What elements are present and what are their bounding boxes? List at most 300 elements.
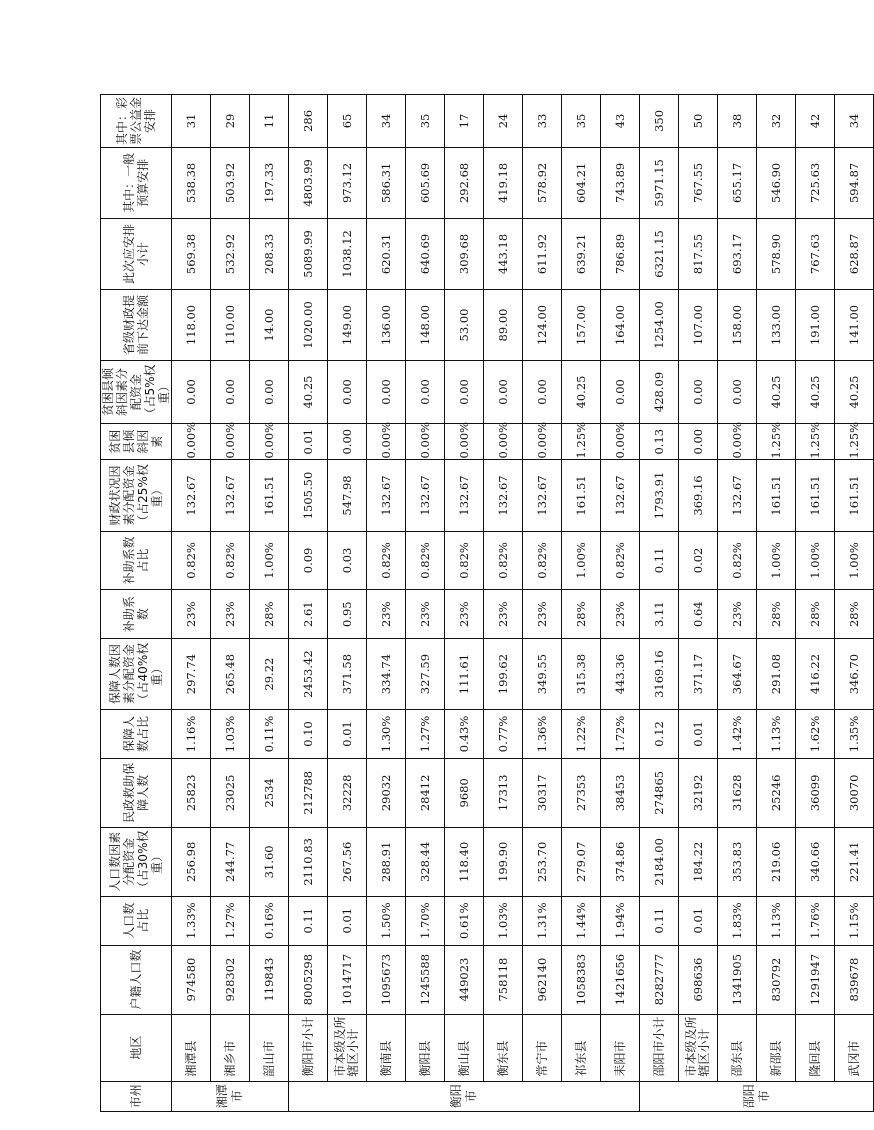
column-header: 财政状况因素分配资金（占25%权重）: [101, 460, 172, 531]
value-cell: 161.51: [757, 460, 796, 531]
value-cell: 132.67: [718, 460, 757, 531]
value-cell: 0.64: [679, 590, 718, 639]
value-cell: 1.03%: [484, 896, 523, 945]
value-cell: 767.63: [796, 218, 835, 289]
value-cell: 1014717: [328, 945, 367, 1014]
value-cell: 1.36%: [523, 710, 562, 759]
value-cell: 0.82%: [406, 531, 445, 590]
value-cell: 2534: [250, 758, 289, 827]
value-cell: 0.00%: [523, 423, 562, 460]
table-row: [211, 95, 250, 1112]
column-header: 贫困县倾斜因素: [101, 423, 172, 460]
value-cell: 0.16%: [250, 896, 289, 945]
value-cell: 118.00: [172, 289, 211, 360]
value-cell: 0.00%: [250, 423, 289, 460]
value-cell: 1.27%: [406, 710, 445, 759]
value-cell: 830792: [757, 945, 796, 1014]
value-cell: 2453.42: [289, 639, 328, 710]
value-cell: 14.00: [250, 289, 289, 360]
value-cell: 38: [718, 95, 757, 148]
value-cell: 132.67: [484, 460, 523, 531]
value-cell: 569.38: [172, 218, 211, 289]
value-cell: 1254.00: [640, 289, 679, 360]
value-cell: 786.89: [601, 218, 640, 289]
value-cell: 1.25%: [757, 423, 796, 460]
value-cell: 279.07: [562, 827, 601, 896]
value-cell: 1.03%: [211, 710, 250, 759]
value-cell: 267.56: [328, 827, 367, 896]
value-cell: 23%: [211, 590, 250, 639]
value-cell: 5089.99: [289, 218, 328, 289]
value-cell: 0.00%: [211, 423, 250, 460]
value-cell: 578.92: [523, 147, 562, 218]
value-cell: 419.18: [484, 147, 523, 218]
value-cell: 1505.50: [289, 460, 328, 531]
column-header: 人口数因素分配资金（占30%权重）: [101, 827, 172, 896]
region-cell: 邵阳市小计: [640, 1014, 679, 1081]
value-cell: 640.69: [406, 218, 445, 289]
value-cell: 33: [523, 95, 562, 148]
value-cell: 9680: [445, 758, 484, 827]
value-cell: 1341905: [718, 945, 757, 1014]
value-cell: 327.59: [406, 639, 445, 710]
value-cell: 286: [289, 95, 328, 148]
value-cell: 0.00%: [445, 423, 484, 460]
value-cell: 0.00: [328, 423, 367, 460]
value-cell: 0.13: [640, 423, 679, 460]
value-cell: 132.67: [406, 460, 445, 531]
value-cell: 328.44: [406, 827, 445, 896]
value-cell: 23%: [484, 590, 523, 639]
value-cell: 309.68: [445, 218, 484, 289]
value-cell: 1.00%: [835, 531, 874, 590]
value-cell: 17: [445, 95, 484, 148]
value-cell: 1.27%: [211, 896, 250, 945]
value-cell: 1.00%: [250, 531, 289, 590]
value-cell: 1.83%: [718, 896, 757, 945]
region-cell: 衡南县: [367, 1014, 406, 1081]
value-cell: 4803.99: [289, 147, 328, 218]
value-cell: 158.00: [718, 289, 757, 360]
column-header: 地区: [101, 1014, 172, 1081]
table-row: [328, 95, 367, 1112]
value-cell: 297.74: [172, 639, 211, 710]
value-cell: 132.67: [211, 460, 250, 531]
value-cell: 594.87: [835, 147, 874, 218]
value-cell: 0.82%: [601, 531, 640, 590]
value-cell: 0.00: [172, 361, 211, 424]
value-cell: 1291947: [796, 945, 835, 1014]
value-cell: 133.00: [757, 289, 796, 360]
value-cell: 0.02: [679, 531, 718, 590]
value-cell: 2184.00: [640, 827, 679, 896]
value-cell: 292.68: [445, 147, 484, 218]
value-cell: 416.22: [796, 639, 835, 710]
value-cell: 256.98: [172, 827, 211, 896]
value-cell: 29032: [367, 758, 406, 827]
value-cell: 2.61: [289, 590, 328, 639]
value-cell: 274865: [640, 758, 679, 827]
value-cell: 0.03: [328, 531, 367, 590]
value-cell: 350: [640, 95, 679, 148]
value-cell: 0.82%: [484, 531, 523, 590]
value-cell: 28%: [835, 590, 874, 639]
value-cell: 0.82%: [211, 531, 250, 590]
value-cell: 443.36: [601, 639, 640, 710]
value-cell: 199.62: [484, 639, 523, 710]
value-cell: 124.00: [523, 289, 562, 360]
value-cell: 334.74: [367, 639, 406, 710]
value-cell: 1020.00: [289, 289, 328, 360]
region-cell: 耒阳市: [601, 1014, 640, 1081]
value-cell: 369.16: [679, 460, 718, 531]
value-cell: 0.01: [289, 423, 328, 460]
value-cell: 0.82%: [718, 531, 757, 590]
table-row: [640, 95, 679, 1112]
region-cell: 隆回县: [796, 1014, 835, 1081]
value-cell: 34: [367, 95, 406, 148]
value-cell: 0.00: [601, 361, 640, 424]
value-cell: 1.22%: [562, 710, 601, 759]
value-cell: 17313: [484, 758, 523, 827]
value-cell: 34: [835, 95, 874, 148]
value-cell: 23%: [445, 590, 484, 639]
value-cell: 1.33%: [172, 896, 211, 945]
table-row: [289, 95, 328, 1112]
value-cell: 197.33: [250, 147, 289, 218]
value-cell: 0.01: [679, 896, 718, 945]
value-cell: 111.61: [445, 639, 484, 710]
value-cell: 0.00: [523, 361, 562, 424]
table-row: [484, 95, 523, 1112]
value-cell: 1.76%: [796, 896, 835, 945]
value-cell: 0.77%: [484, 710, 523, 759]
value-cell: 288.91: [367, 827, 406, 896]
region-cell: 衡东县: [484, 1014, 523, 1081]
value-cell: 1.25%: [562, 423, 601, 460]
value-cell: 132.67: [367, 460, 406, 531]
value-cell: 24: [484, 95, 523, 148]
value-cell: 0.00: [445, 361, 484, 424]
value-cell: 1.13%: [757, 710, 796, 759]
value-cell: 0.00: [328, 361, 367, 424]
value-cell: 265.48: [211, 639, 250, 710]
value-cell: 315.38: [562, 639, 601, 710]
column-header: 人口数占比: [101, 896, 172, 945]
column-header: 户籍人口数: [101, 945, 172, 1014]
value-cell: 628.87: [835, 218, 874, 289]
value-cell: 547.98: [328, 460, 367, 531]
value-cell: 0.95: [328, 590, 367, 639]
value-cell: 29: [211, 95, 250, 148]
value-cell: 0.00: [484, 361, 523, 424]
value-cell: 639.21: [562, 218, 601, 289]
value-cell: 28412: [406, 758, 445, 827]
value-cell: 340.66: [796, 827, 835, 896]
value-cell: 31: [172, 95, 211, 148]
value-cell: 184.22: [679, 827, 718, 896]
table-row: [796, 95, 835, 1112]
value-cell: 0.82%: [172, 531, 211, 590]
value-cell: 8282777: [640, 945, 679, 1014]
value-cell: 0.11%: [250, 710, 289, 759]
allocation-table: [100, 94, 874, 1112]
value-cell: 40.25: [562, 361, 601, 424]
region-cell: 武冈市: [835, 1014, 874, 1081]
table-row: [367, 95, 406, 1112]
column-header: 保障人数占比: [101, 710, 172, 759]
value-cell: 0.01: [328, 896, 367, 945]
value-cell: 611.92: [523, 218, 562, 289]
value-cell: 219.06: [757, 827, 796, 896]
value-cell: 817.55: [679, 218, 718, 289]
value-cell: 0.00: [250, 361, 289, 424]
value-cell: 1.30%: [367, 710, 406, 759]
value-cell: 42: [796, 95, 835, 148]
value-cell: 1.00%: [562, 531, 601, 590]
value-cell: 1.00%: [757, 531, 796, 590]
value-cell: 443.18: [484, 218, 523, 289]
value-cell: 1.13%: [757, 896, 796, 945]
value-cell: 43: [601, 95, 640, 148]
region-cell: 常宁市: [523, 1014, 562, 1081]
value-cell: 1.94%: [601, 896, 640, 945]
value-cell: 38453: [601, 758, 640, 827]
value-cell: 208.33: [250, 218, 289, 289]
value-cell: 928302: [211, 945, 250, 1014]
value-cell: 27353: [562, 758, 601, 827]
value-cell: 546.90: [757, 147, 796, 218]
region-cell: 祁东县: [562, 1014, 601, 1081]
value-cell: 244.77: [211, 827, 250, 896]
value-cell: 136.00: [367, 289, 406, 360]
value-cell: 1.70%: [406, 896, 445, 945]
value-cell: 374.86: [601, 827, 640, 896]
value-cell: 53.00: [445, 289, 484, 360]
value-cell: 698636: [679, 945, 718, 1014]
value-cell: 23%: [718, 590, 757, 639]
value-cell: 973.12: [328, 147, 367, 218]
value-cell: 36099: [796, 758, 835, 827]
value-cell: 157.00: [562, 289, 601, 360]
value-cell: 0.00%: [484, 423, 523, 460]
value-cell: 1.35%: [835, 710, 874, 759]
city-cell: 湘潭市: [172, 1081, 289, 1111]
value-cell: 40.25: [796, 361, 835, 424]
column-header: 此次应安排小计: [101, 218, 172, 289]
value-cell: 118.40: [445, 827, 484, 896]
value-cell: 2110.83: [289, 827, 328, 896]
value-cell: 50: [679, 95, 718, 148]
table-row: [250, 95, 289, 1112]
value-cell: 604.21: [562, 147, 601, 218]
table-row: [172, 95, 211, 1112]
value-cell: 3.11: [640, 590, 679, 639]
value-cell: 25823: [172, 758, 211, 827]
value-cell: 40.25: [289, 361, 328, 424]
value-cell: 758118: [484, 945, 523, 1014]
value-cell: 655.17: [718, 147, 757, 218]
value-cell: 839678: [835, 945, 874, 1014]
value-cell: 32: [757, 95, 796, 148]
city-cell: 邵阳市: [640, 1081, 874, 1111]
value-cell: 605.69: [406, 147, 445, 218]
value-cell: 1.00%: [796, 531, 835, 590]
value-cell: 1.72%: [601, 710, 640, 759]
value-cell: 23%: [172, 590, 211, 639]
value-cell: 23025: [211, 758, 250, 827]
value-cell: 0.82%: [445, 531, 484, 590]
region-cell: 市本级及所辖区小计: [328, 1014, 367, 1081]
column-header: 其中：彩票公益金安排: [101, 95, 172, 148]
value-cell: 1.44%: [562, 896, 601, 945]
value-cell: 0.43%: [445, 710, 484, 759]
table-body: [172, 95, 874, 1112]
value-cell: 0.00%: [367, 423, 406, 460]
value-cell: 32228: [328, 758, 367, 827]
value-cell: 1.62%: [796, 710, 835, 759]
value-cell: 743.89: [601, 147, 640, 218]
table-row: [406, 95, 445, 1112]
value-cell: 89.00: [484, 289, 523, 360]
value-cell: 6321.15: [640, 218, 679, 289]
value-cell: 291.08: [757, 639, 796, 710]
value-cell: 1.16%: [172, 710, 211, 759]
value-cell: 141.00: [835, 289, 874, 360]
value-cell: 538.38: [172, 147, 211, 218]
value-cell: 0.61%: [445, 896, 484, 945]
region-cell: 衡阳市小计: [289, 1014, 328, 1081]
table-row: [718, 95, 757, 1112]
value-cell: 0.00%: [601, 423, 640, 460]
value-cell: 0.00: [679, 361, 718, 424]
value-cell: 1245588: [406, 945, 445, 1014]
value-cell: 1.31%: [523, 896, 562, 945]
value-cell: 578.90: [757, 218, 796, 289]
value-cell: 0.11: [289, 896, 328, 945]
value-cell: 149.00: [328, 289, 367, 360]
value-cell: 28%: [757, 590, 796, 639]
value-cell: 0.11: [640, 531, 679, 590]
value-cell: 161.51: [835, 460, 874, 531]
value-cell: 0.00: [718, 361, 757, 424]
value-cell: 119843: [250, 945, 289, 1014]
region-cell: 新邵县: [757, 1014, 796, 1081]
value-cell: 1.25%: [835, 423, 874, 460]
value-cell: 191.00: [796, 289, 835, 360]
value-cell: 132.67: [523, 460, 562, 531]
value-cell: 1095673: [367, 945, 406, 1014]
value-cell: 132.67: [172, 460, 211, 531]
value-cell: 693.17: [718, 218, 757, 289]
value-cell: 29.22: [250, 639, 289, 710]
value-cell: 28%: [250, 590, 289, 639]
value-cell: 110.00: [211, 289, 250, 360]
value-cell: 31.60: [250, 827, 289, 896]
region-cell: 市本级及所辖区小计: [679, 1014, 718, 1081]
column-header: 其中：一般预算安排: [101, 147, 172, 218]
value-cell: 620.31: [367, 218, 406, 289]
value-cell: 5971.15: [640, 147, 679, 218]
value-cell: 23%: [523, 590, 562, 639]
value-cell: 132.67: [601, 460, 640, 531]
value-cell: 0.82%: [367, 531, 406, 590]
value-cell: 199.90: [484, 827, 523, 896]
value-cell: 23%: [367, 590, 406, 639]
value-cell: 449023: [445, 945, 484, 1014]
column-header: 补助系数: [101, 590, 172, 639]
value-cell: 962140: [523, 945, 562, 1014]
value-cell: 30317: [523, 758, 562, 827]
value-cell: 0.00: [367, 361, 406, 424]
value-cell: 0.00%: [406, 423, 445, 460]
value-cell: 974580: [172, 945, 211, 1014]
value-cell: 0.09: [289, 531, 328, 590]
table-row: [757, 95, 796, 1112]
value-cell: 1.42%: [718, 710, 757, 759]
value-cell: 0.00: [679, 423, 718, 460]
value-cell: 725.63: [796, 147, 835, 218]
value-cell: 1038.12: [328, 218, 367, 289]
table-row: [523, 95, 562, 1112]
value-cell: 1.50%: [367, 896, 406, 945]
value-cell: 65: [328, 95, 367, 148]
value-cell: 35: [406, 95, 445, 148]
value-cell: 161.51: [562, 460, 601, 531]
column-header: 民政救助保障人数: [101, 758, 172, 827]
value-cell: 25246: [757, 758, 796, 827]
region-cell: 韶山市: [250, 1014, 289, 1081]
value-cell: 40.25: [757, 361, 796, 424]
value-cell: 0.00%: [718, 423, 757, 460]
value-cell: 107.00: [679, 289, 718, 360]
region-cell: 湘乡市: [211, 1014, 250, 1081]
table-row: [562, 95, 601, 1112]
region-cell: 湘潭县: [172, 1014, 211, 1081]
value-cell: 371.17: [679, 639, 718, 710]
column-header: 贫困县倾斜因素分配资金（占5%权重）: [101, 361, 172, 424]
value-cell: 30070: [835, 758, 874, 827]
value-cell: 164.00: [601, 289, 640, 360]
table-row: [601, 95, 640, 1112]
value-cell: 371.58: [328, 639, 367, 710]
value-cell: 349.55: [523, 639, 562, 710]
column-header: 市州: [101, 1081, 172, 1111]
value-cell: 161.51: [250, 460, 289, 531]
value-cell: 40.25: [835, 361, 874, 424]
column-header: 保障人数因素分配资金（占40%权重）: [101, 639, 172, 710]
value-cell: 0.00: [406, 361, 445, 424]
value-cell: 0.12: [640, 710, 679, 759]
table-row: [445, 95, 484, 1112]
value-cell: 3169.16: [640, 639, 679, 710]
value-cell: 1058383: [562, 945, 601, 1014]
value-cell: 0.10: [289, 710, 328, 759]
value-cell: 28%: [562, 590, 601, 639]
value-cell: 1.15%: [835, 896, 874, 945]
value-cell: 503.92: [211, 147, 250, 218]
value-cell: 0.01: [328, 710, 367, 759]
value-cell: 428.09: [640, 361, 679, 424]
value-cell: 767.55: [679, 147, 718, 218]
value-cell: 253.70: [523, 827, 562, 896]
value-cell: 586.31: [367, 147, 406, 218]
value-cell: 8005298: [289, 945, 328, 1014]
value-cell: 0.00%: [172, 423, 211, 460]
value-cell: 32192: [679, 758, 718, 827]
city-cell: 衡阳市: [289, 1081, 640, 1111]
value-cell: 221.41: [835, 827, 874, 896]
